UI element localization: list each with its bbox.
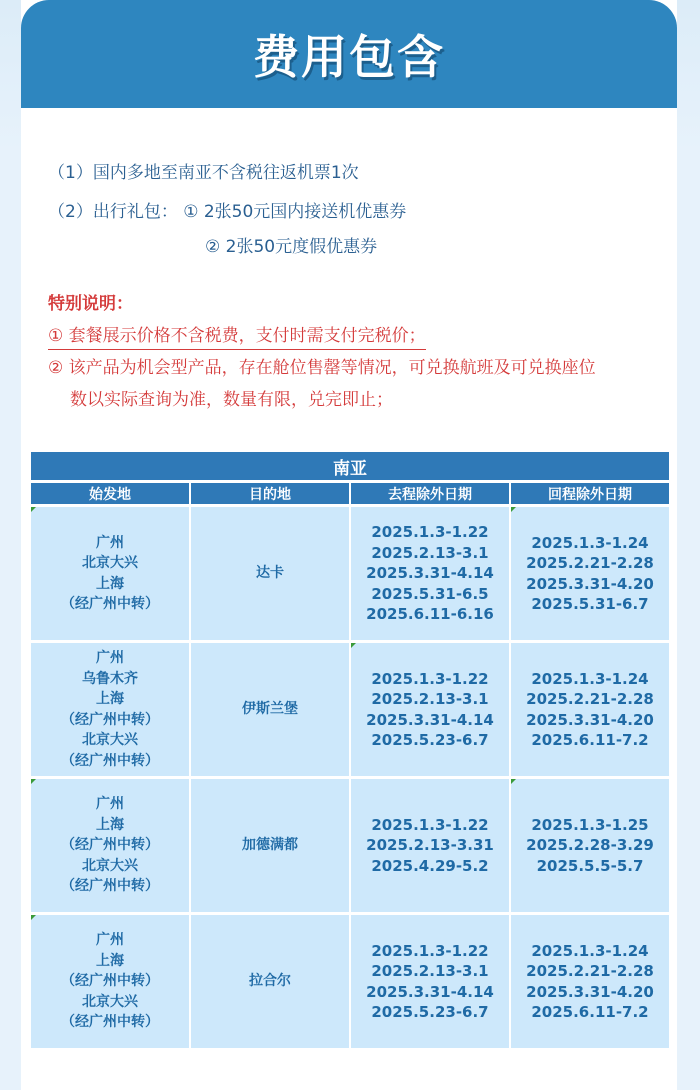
cell-line: 2025.1.3-1.25 [531, 815, 649, 834]
note-2-continued: 数以实际查询为准，数量有限，兑完即止； [70, 390, 393, 410]
destination-cell [191, 779, 349, 912]
cell-line: （经广州中转） [61, 973, 159, 990]
outbound-dates-cell [351, 915, 509, 1048]
cell-line: （经广州中转） [61, 837, 159, 854]
header-destination: 目的地 [191, 483, 349, 504]
cell-line: 2025.3.31-4.20 [526, 574, 654, 593]
return-dates-cell [511, 915, 669, 1048]
cell-line: 2025.6.11-6.16 [366, 605, 494, 624]
outbound-dates-cell [351, 779, 509, 912]
cell-line: 2025.2.13-3.1 [371, 543, 489, 562]
cell-line: 2025.2.13-3.1 [371, 962, 489, 980]
cell-line: （经广州中转） [61, 752, 159, 769]
cell-line: 达卡 [256, 565, 284, 582]
outbound-dates-cell [351, 507, 509, 640]
cell-line: 2025.1.3-1.24 [531, 533, 649, 552]
cell-line: 2025.2.28-3.29 [526, 836, 654, 855]
cell-line: 2025.2.13-3.1 [371, 690, 489, 708]
header-origin: 始发地 [31, 483, 189, 504]
inclusion-item-2-sub: ② 2张50元度假优惠券 [205, 237, 378, 257]
cell-line: 北京大兴 [82, 993, 138, 1010]
cell-line: 2025.6.11-7.2 [531, 731, 649, 749]
cell-line: （经广州中转） [61, 596, 159, 612]
cell-line: 上海 [96, 691, 124, 707]
note-2: ② 该产品为机会型产品，存在舱位售罄等情况，可兑换航班及可兑换座位 [48, 358, 596, 378]
cell-corner-marker [511, 507, 516, 512]
inclusion-item-2: （2）出行礼包： ① 2张50元国内接送机优惠券 [48, 202, 407, 222]
cell-line: 2025.2.13-3.31 [366, 836, 494, 855]
destination-cell [191, 643, 349, 776]
cell-line: 2025.3.31-4.14 [366, 982, 494, 1001]
return-dates-cell [511, 507, 669, 640]
cell-line: 2025.5.23-6.7 [371, 1003, 489, 1021]
header-outbound: 去程除外日期 [351, 483, 509, 504]
origin-cell [31, 507, 189, 640]
section-header [21, 0, 677, 108]
cell-line: 2025.1.3-1.22 [371, 523, 489, 542]
cell-corner-marker [351, 643, 356, 648]
cell-line: 2025.6.11-7.2 [531, 1003, 649, 1021]
cell-corner-marker [511, 779, 516, 784]
cell-line: 2025.5.23-6.7 [371, 731, 489, 749]
cell-line: 2025.1.3-1.22 [371, 669, 489, 688]
cell-line: 乌鲁木齐 [82, 670, 138, 687]
cell-line: 伊斯兰堡 [242, 701, 298, 718]
cell-line: 拉合尔 [249, 973, 291, 990]
cell-line: 广州 [96, 932, 124, 949]
table-title: 南亚 [31, 452, 669, 480]
cell-line: 2025.3.31-4.20 [526, 982, 654, 1001]
cell-line: 北京大兴 [82, 555, 138, 571]
cell-line: 2025.3.31-4.20 [526, 710, 654, 729]
origin-cell [31, 915, 189, 1048]
cell-line: 广州 [96, 534, 124, 551]
notes-title: 特别说明： [48, 294, 133, 314]
cell-line: 2025.2.21-2.28 [526, 554, 654, 572]
cell-line: 上海 [96, 575, 124, 592]
cell-line: 2025.5.31-6.5 [371, 584, 489, 603]
cell-line: （经广州中转） [61, 711, 159, 728]
cell-line: 北京大兴 [82, 857, 138, 874]
cell-line: 广州 [96, 650, 124, 666]
cell-line: 2025.5.5-5.7 [536, 856, 644, 875]
cell-line: 北京大兴 [82, 732, 138, 748]
cell-line: 2025.3.31-4.14 [366, 564, 494, 583]
destination-cell [191, 915, 349, 1048]
cell-line: 2025.1.3-1.24 [531, 941, 649, 960]
cell-line: 上海 [96, 952, 124, 969]
cell-line: 2025.2.21-2.28 [526, 962, 654, 980]
inclusion-item-1: （1）国内多地至南亚不含税往返机票1次 [48, 163, 359, 183]
cell-line: 加德满都 [242, 837, 298, 854]
cell-line: 2025.4.29-5.2 [371, 856, 489, 875]
origin-cell [31, 779, 189, 912]
cell-line: 2025.2.21-2.28 [526, 690, 654, 708]
header-return: 回程除外日期 [511, 483, 669, 504]
cell-line: 2025.3.31-4.14 [366, 710, 494, 729]
exclusion-dates-table [31, 452, 669, 1047]
cell-corner-marker [31, 915, 36, 920]
cell-line: 2025.5.31-6.7 [531, 595, 649, 613]
return-dates-cell [511, 643, 669, 776]
cell-line: 2025.1.3-1.22 [371, 815, 489, 834]
section-title: 费用包含 [253, 30, 445, 84]
cell-corner-marker [31, 507, 36, 512]
cell-line: 上海 [96, 816, 124, 833]
cell-corner-marker [31, 779, 36, 784]
cell-line: 广州 [96, 796, 124, 813]
cell-line: （经广州中转） [61, 878, 159, 895]
destination-cell [191, 507, 349, 640]
cell-line: 2025.1.3-1.22 [371, 941, 489, 960]
cell-line: 2025.1.3-1.24 [531, 669, 649, 688]
origin-cell [31, 643, 189, 776]
cell-line: （经广州中转） [61, 1014, 159, 1031]
outbound-dates-cell [351, 643, 509, 776]
note-1: ① 套餐展示价格不含税费，支付时需支付完税价； [48, 321, 426, 350]
return-dates-cell [511, 779, 669, 912]
